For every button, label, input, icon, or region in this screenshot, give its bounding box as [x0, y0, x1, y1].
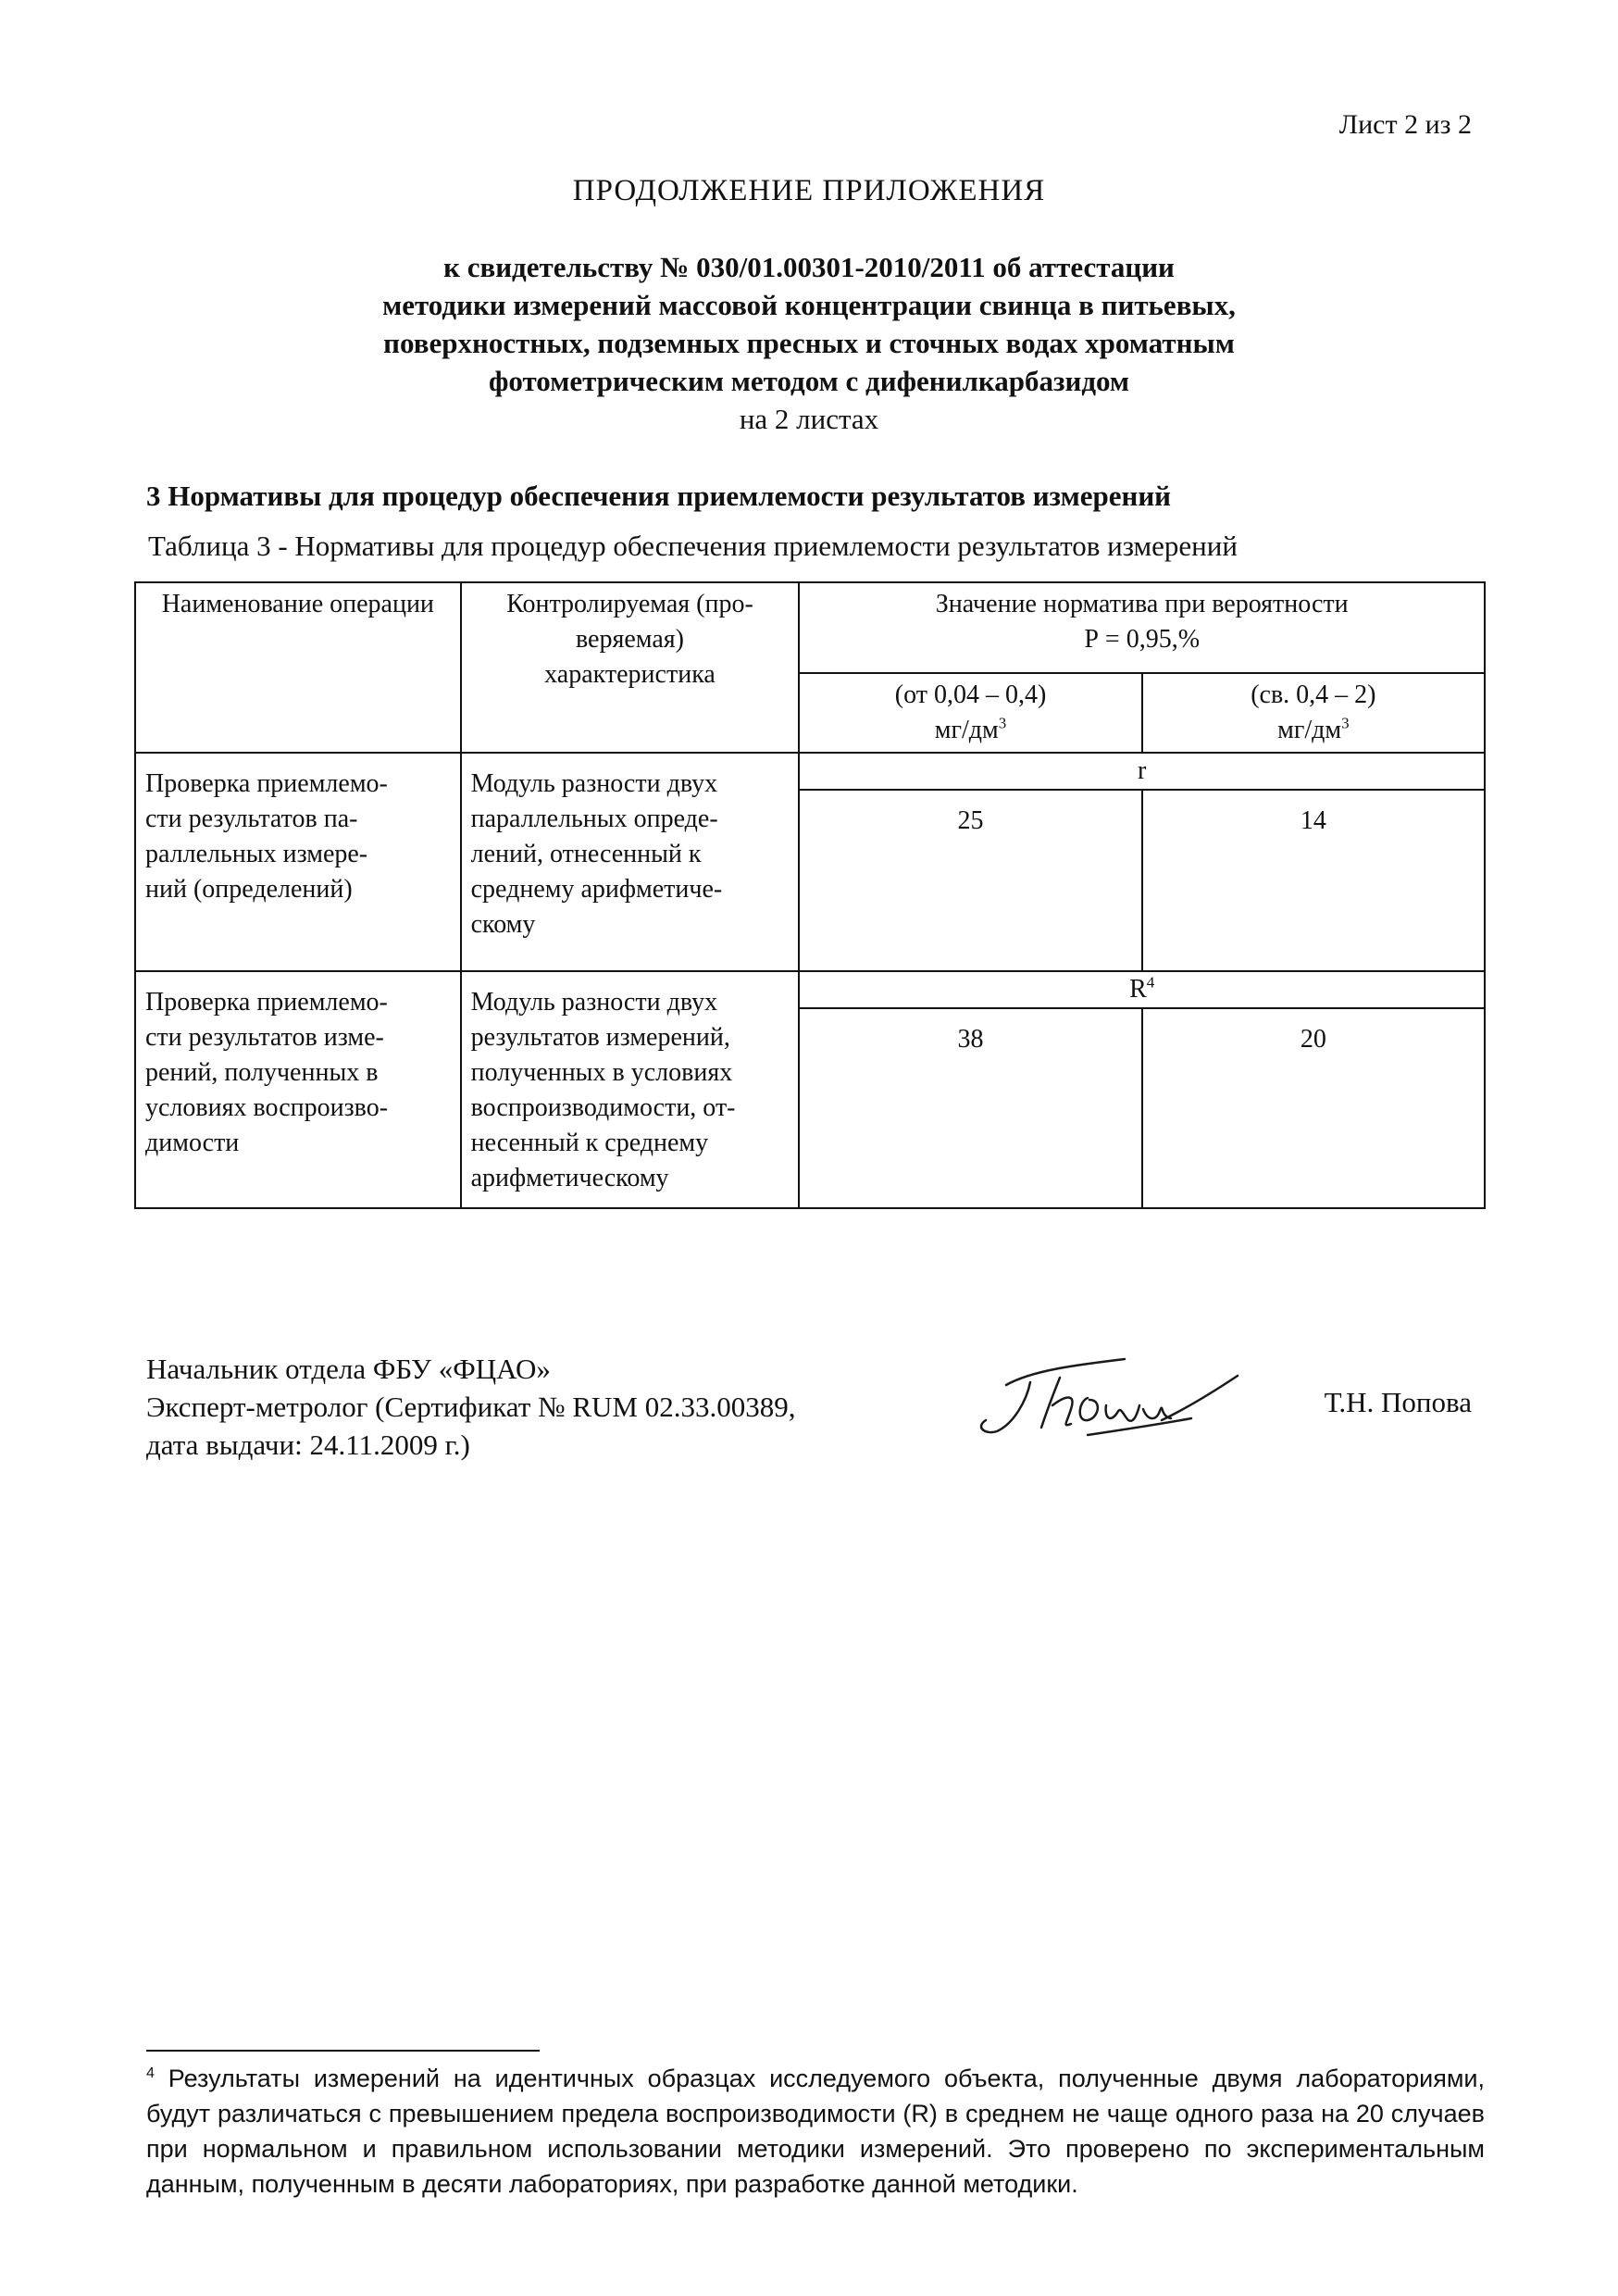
text-line: Проверка приемлемо-	[145, 769, 388, 798]
text-line: ний (определений)	[145, 875, 353, 904]
range-2-unit: $мг/дм^3$	[1277, 714, 1350, 744]
footnote-marker: 4	[146, 2065, 155, 2081]
row-1-symbol	[799, 753, 1485, 790]
range-2-label: (св. 0,4 – 2)	[1251, 680, 1376, 709]
row-1-characteristic	[461, 753, 800, 971]
header-characteristic-line: веряемая)	[576, 625, 684, 654]
header-value-line: Р = 0,95,%	[1084, 625, 1201, 654]
signatory-certificate: Эксперт-метролог (Сертификат № RUM 02.33.00389,	[146, 1391, 796, 1423]
signature-block	[146, 1350, 796, 1464]
subtitle-line: к свидетельству № 030/01.00301-2010/2011 об аттестации	[443, 251, 1175, 283]
text-line: среднему арифметиче-	[470, 875, 723, 904]
header-range-2	[1142, 673, 1485, 753]
row-2-value-2: 20	[1142, 1008, 1485, 1208]
text-line: воспроизводимости, от-	[470, 1093, 736, 1122]
text-line: скому	[470, 910, 536, 939]
text-line: рений, полученных в	[145, 1058, 379, 1087]
text-line: несенный к среднему	[470, 1129, 709, 1157]
signatory-position: Начальник отдела ФБУ «ФЦАО»	[146, 1353, 551, 1385]
text-line: Проверка приемлемо-	[145, 988, 388, 1017]
signatory-issue-date: дата выдачи: 24.11.2009 г.)	[146, 1429, 470, 1461]
range-1-unit: $мг/дм^3$	[934, 714, 1007, 744]
signer-name: Т.Н. Попова	[1324, 1386, 1472, 1418]
header-operation	[135, 582, 461, 753]
symbol-sup: 4	[1146, 973, 1155, 992]
subtitle-line: на 2 листах	[739, 403, 879, 435]
header-operation-text: Наименование операции	[161, 590, 434, 618]
text-line: условиях воспроизво-	[145, 1093, 389, 1122]
header-value	[799, 582, 1485, 673]
text-line: сти результатов изме-	[145, 1023, 384, 1052]
row-2-operation	[135, 971, 461, 1208]
handwritten-signature	[949, 1331, 1245, 1452]
row-1-value-2: 14	[1142, 790, 1485, 971]
row-2-symbol	[799, 971, 1485, 1008]
text-line: Модуль разности двух	[470, 988, 718, 1017]
row-1-value-1: 25	[799, 790, 1141, 971]
subtitle-line: методики измерений массовой концентрации свинца в питьевых,	[382, 289, 1236, 321]
row-1-operation	[135, 753, 461, 971]
text-line: раллельных измере-	[145, 840, 368, 868]
header-range-1	[799, 673, 1141, 753]
range-1-label: (от 0,04 – 0,4)	[894, 680, 1047, 709]
section-heading: 3 Нормативы для процедур обеспечения приемлемости результатов измерений	[146, 480, 1172, 512]
header-characteristic-line: Контролируемая (про-	[506, 590, 753, 618]
footnote-text: Результаты измерений на идентичных образцах исследуемого объекта, полученные двумя лабораториями, будут различаться с превышением предела воспроизводимости (R) в среднем не чаще одного раза на 20 случаев при нормальном и правильном использовании методики измерений. Это проверено по экспериментальным данным, полученным в десяти лабораториях, при разработке данной методики.	[146, 2065, 1485, 2198]
subtitle	[0, 248, 1618, 438]
text-line: арифметическому	[470, 1164, 669, 1192]
row-2-value-1: 38	[799, 1008, 1141, 1208]
footnote	[146, 2061, 1485, 2202]
text-line: параллельных опреде-	[470, 805, 718, 833]
symbol-text: r	[1138, 756, 1147, 785]
subtitle-line: фотометрическим методом с дифенилкарбазидом	[488, 365, 1130, 397]
text-line: димости	[145, 1129, 240, 1157]
header-characteristic	[461, 582, 800, 753]
table-caption: Таблица 3 - Нормативы для процедур обеспечения приемлемости результатов измерений	[148, 530, 1238, 562]
text-line: результатов измерений,	[470, 1023, 730, 1052]
symbol-text: R	[1129, 975, 1147, 1004]
footnote-divider	[146, 2050, 540, 2052]
sheet-number: Лист 2 из 2	[1338, 109, 1472, 140]
header-value-line: Значение норматива при вероятности	[935, 590, 1349, 618]
norms-table	[134, 581, 1486, 1209]
text-line: лений, отнесенный к	[470, 840, 702, 868]
subtitle-line: поверхностных, подземных пресных и сточных водах хроматным	[383, 327, 1235, 359]
row-2-characteristic	[461, 971, 800, 1208]
text-line: полученных в условиях	[470, 1058, 733, 1087]
text-line: сти результатов па-	[145, 805, 358, 833]
text-line: Модуль разности двух	[470, 769, 718, 798]
page-title: ПРОДОЛЖЕНИЕ ПРИЛОЖЕНИЯ	[572, 174, 1046, 207]
header-characteristic-line: характеристика	[544, 660, 716, 689]
